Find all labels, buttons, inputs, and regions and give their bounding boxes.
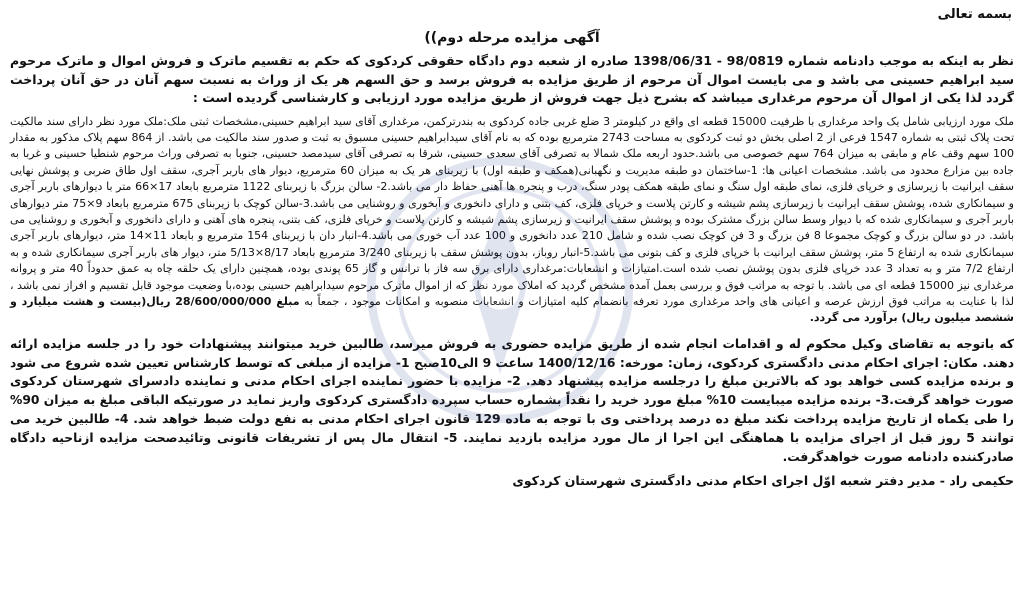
property-description-text: ملک مورد ارزیابی شامل یک واحد مرغداری با ظرفیت 15000 قطعه ای واقع در کیلومتر 3 ضلع غربی جاده کردکوی به بندرترکمن، مرغداری آقای سید ابراهیم حسینی،مشخصات ثبتی ملک:ملک مورد نظر دارای سند مالکیت تحت پلاک ثبتی به شماره 1547 فرعی از 2 اصلی بخش دو ثبت کردکوی به مساحت 2743 مترمربع بوده که به نام آقای سیدابراهیم حسینی مسبوق به ثبت و صدور سند مالکیت می باشد. از 864 سهم پلاک مذکور به مقدار 100 سهم وقف عام و مابقی به میزان 764 سهم خصوصی می باشد.حدود اربعه ملک شمالا به تصرفی آقای سعدی حسینی، شرقا به تصرفی آقای سیدمصد حسینی، جنوبا به تصرفی وراث مرحوم شنطیا حسینی و غربا به جاده بین مزارع محدود می باشد. مشخصات اعیانی ها: 1-ساختمان دو طبقه مدیریت و نگهبانی(همکف و طبقه اول) با زیربنای هر یک به میزان 60 مترمربع، دیوار های باربر آجری، سقف اول طاق ضربی و پوشش نهایی سقف ایرانیت با زیرسازی و خرپای فلزی، نمای طبقه اول سنگ و نمای طبقه همکف پودر سنگ، درب و پنجره ها آهنی حفاظ دار می باشد.2- سالن بزرگ با زیربنای 1122 مترمربع بابعاد 17×66 متر با دیوارهای باربر آجری و سیمانکاری شده، پوشش سقف ایرانیت با زیرسازی پشم شیشه و کارتن پلاست و خرپای فلزی، کف بتنی و دارای دانخوری و آبخوری و روشنایی می باشد.3-سالن کوچک با زیربنای 675 مترمربع بابعاد 9×75 متر دیوارهای باربر آجری و سیمانکاری شده که با دیوار وسط سالن بزرگ مشترک بوده و پوشش سقف ایرانیت و زیرسازی پشم شیشه و کارتن پلاست و خرپای فلزی، کف بتنی، پنجره های آهنی و دارای دانخوری و آبخوری و روشنایی می باشد. در دو سالن بزرگ و کوچک مجموعا 8 فن بزرگ و 3 فن کوچک نصب شده و شامل 210 عدد دانخوری و 100 عدد آب خوری می باشد.4-انبار دان با زیربنای 154 مترمربع و بابعاد 11×14 متر، دیوارهای باربر آجری سیمانکاری شده به ارتفاع 5 متر، پوشش سقف ایرانیت با خرپای فلزی و کف بتونی می باشد.5-انبار روباز، بدون پوشش سقف با زیربنای 3/240 مترمربع بابعاد 8/17×5/13 متر، دیوار های باربر آجری سیمانکاری شده و به ارتفاع 7/2 متر و به تعداد 3 عدد خرپای فلزی بدون پوشش نصب شده است.امتیازات و انشعابات:مرغداری دارای برق سه فاز با ترانس و گاز 65 پوندی بوده، همچنین دارای یک حلقه چاه به عمق حدوداً 40 متر و پروانه مرغداری نیز 15000 قطعه ای می باشد. با توجه به مراتب فوق و بررسی بعمل آمده مشخص گردید که املاک مورد نظر که از اموال ماترک مرحوم سیدابراهیم حسینی بوده،با وضعیت موجود قابل تقسیم و افراز نمی باشد ، لذا با عنایت به مراتب فوق ارزش عرصه و اعیانی های واحد مرغداری مورد تعرفه بانضمام کلیه امتیازات و انشعابات منصوبه و امکانات موجود ، جمعاً به [10,114,1015,308]
auction-notice [10,6,1014,596]
basmala-heading: بسمه تعالی [937,7,1012,22]
auction-conditions: که باتوجه به تقاضای وکیل محکوم له و اقدامات انجام شده از طریق مزایده حضوری به فروش میرسد، طالبین خرید میتوانند پیشنهادات خود را در جلسه مزایده ارائه دهند. مکان: اجرای احکام مدنی دادگستری کردکوی، زمان: مورخه: 1400/12/16 ساعت 9 الی10صبح 1- مزایده از مبلغی که توسط کارشناس تعیین شده شروع می شود و برنده مزایده کسی خواهد بود که بالاترین مبلغ را درجلسه مزایده پیشنهاد دهد. 2- مزایده با حضور نماینده اجرای احکام مدنی و نماینده دادسرای شهرستان کردکوی صورت خواهد گرفت.3- برنده مزایده میبایست 10% مبلغ مورد خرید را نقداً بشماره حساب سپرده دادگستری کردکوی واریز نماید در صورتیکه الباقی مبلغ به میزان 90% را طی یکماه از تاریخ مزایده پرداخت نکند مبلغ ده درصد پرداختی وی با توجه به ماده 129 قانون اجرای احکام مدنی به نفع دولت ضبط خواهد شد. 4- طالبین خرید می توانند 5 روز قبل از اجرای مزایده با هماهنگی این اجرا از مال مورد مزایده بازدید نمایند. 5- انتقال مال پس از تشریفات قانونی وتائیدصحت مزایده ازناحیه دادگاه صادرکننده دادنامه صورت خواهدگرفت. [10,336,1015,464]
appraised-amount: مبلغ 28/600/000/000 ریال(بیست و هشت میلیارد و ششصد میلیون ریال) برآورد می گردد. [10,294,1014,325]
signature-line: حکیمی راد - مدیر دفتر شعبه اوّل اجرای احکام مدنی دادگستری شهرستان کردکوی [512,473,1014,489]
notice-title: آگهی مزایده مرحله دوم)) [424,30,600,46]
property-description [10,114,1014,327]
intro-paragraph: نظر به اینکه به موجب دادنامه شماره 98/0819 - 1398/06/31 صادره از شعبه دوم دادگاه حقوقی کردکوی که حکم به تقسیم ماترک و فروش اموال و ماترک مرحوم سید ابراهیم حسینی می باشد و می بایست اموال آن مرحوم از طریق مزایده به فروش برسد و حق السهم هر یک از وراث به نسبت سهم آنان در حق آنان پرداخت گردد لذا یکی از اموال آن مرحوم مرغداری میباشد که بشرح ذیل جهت فروش از طریق مزایده مورد ارزیابی و کارشناسی گردیده است : [10,53,1014,105]
